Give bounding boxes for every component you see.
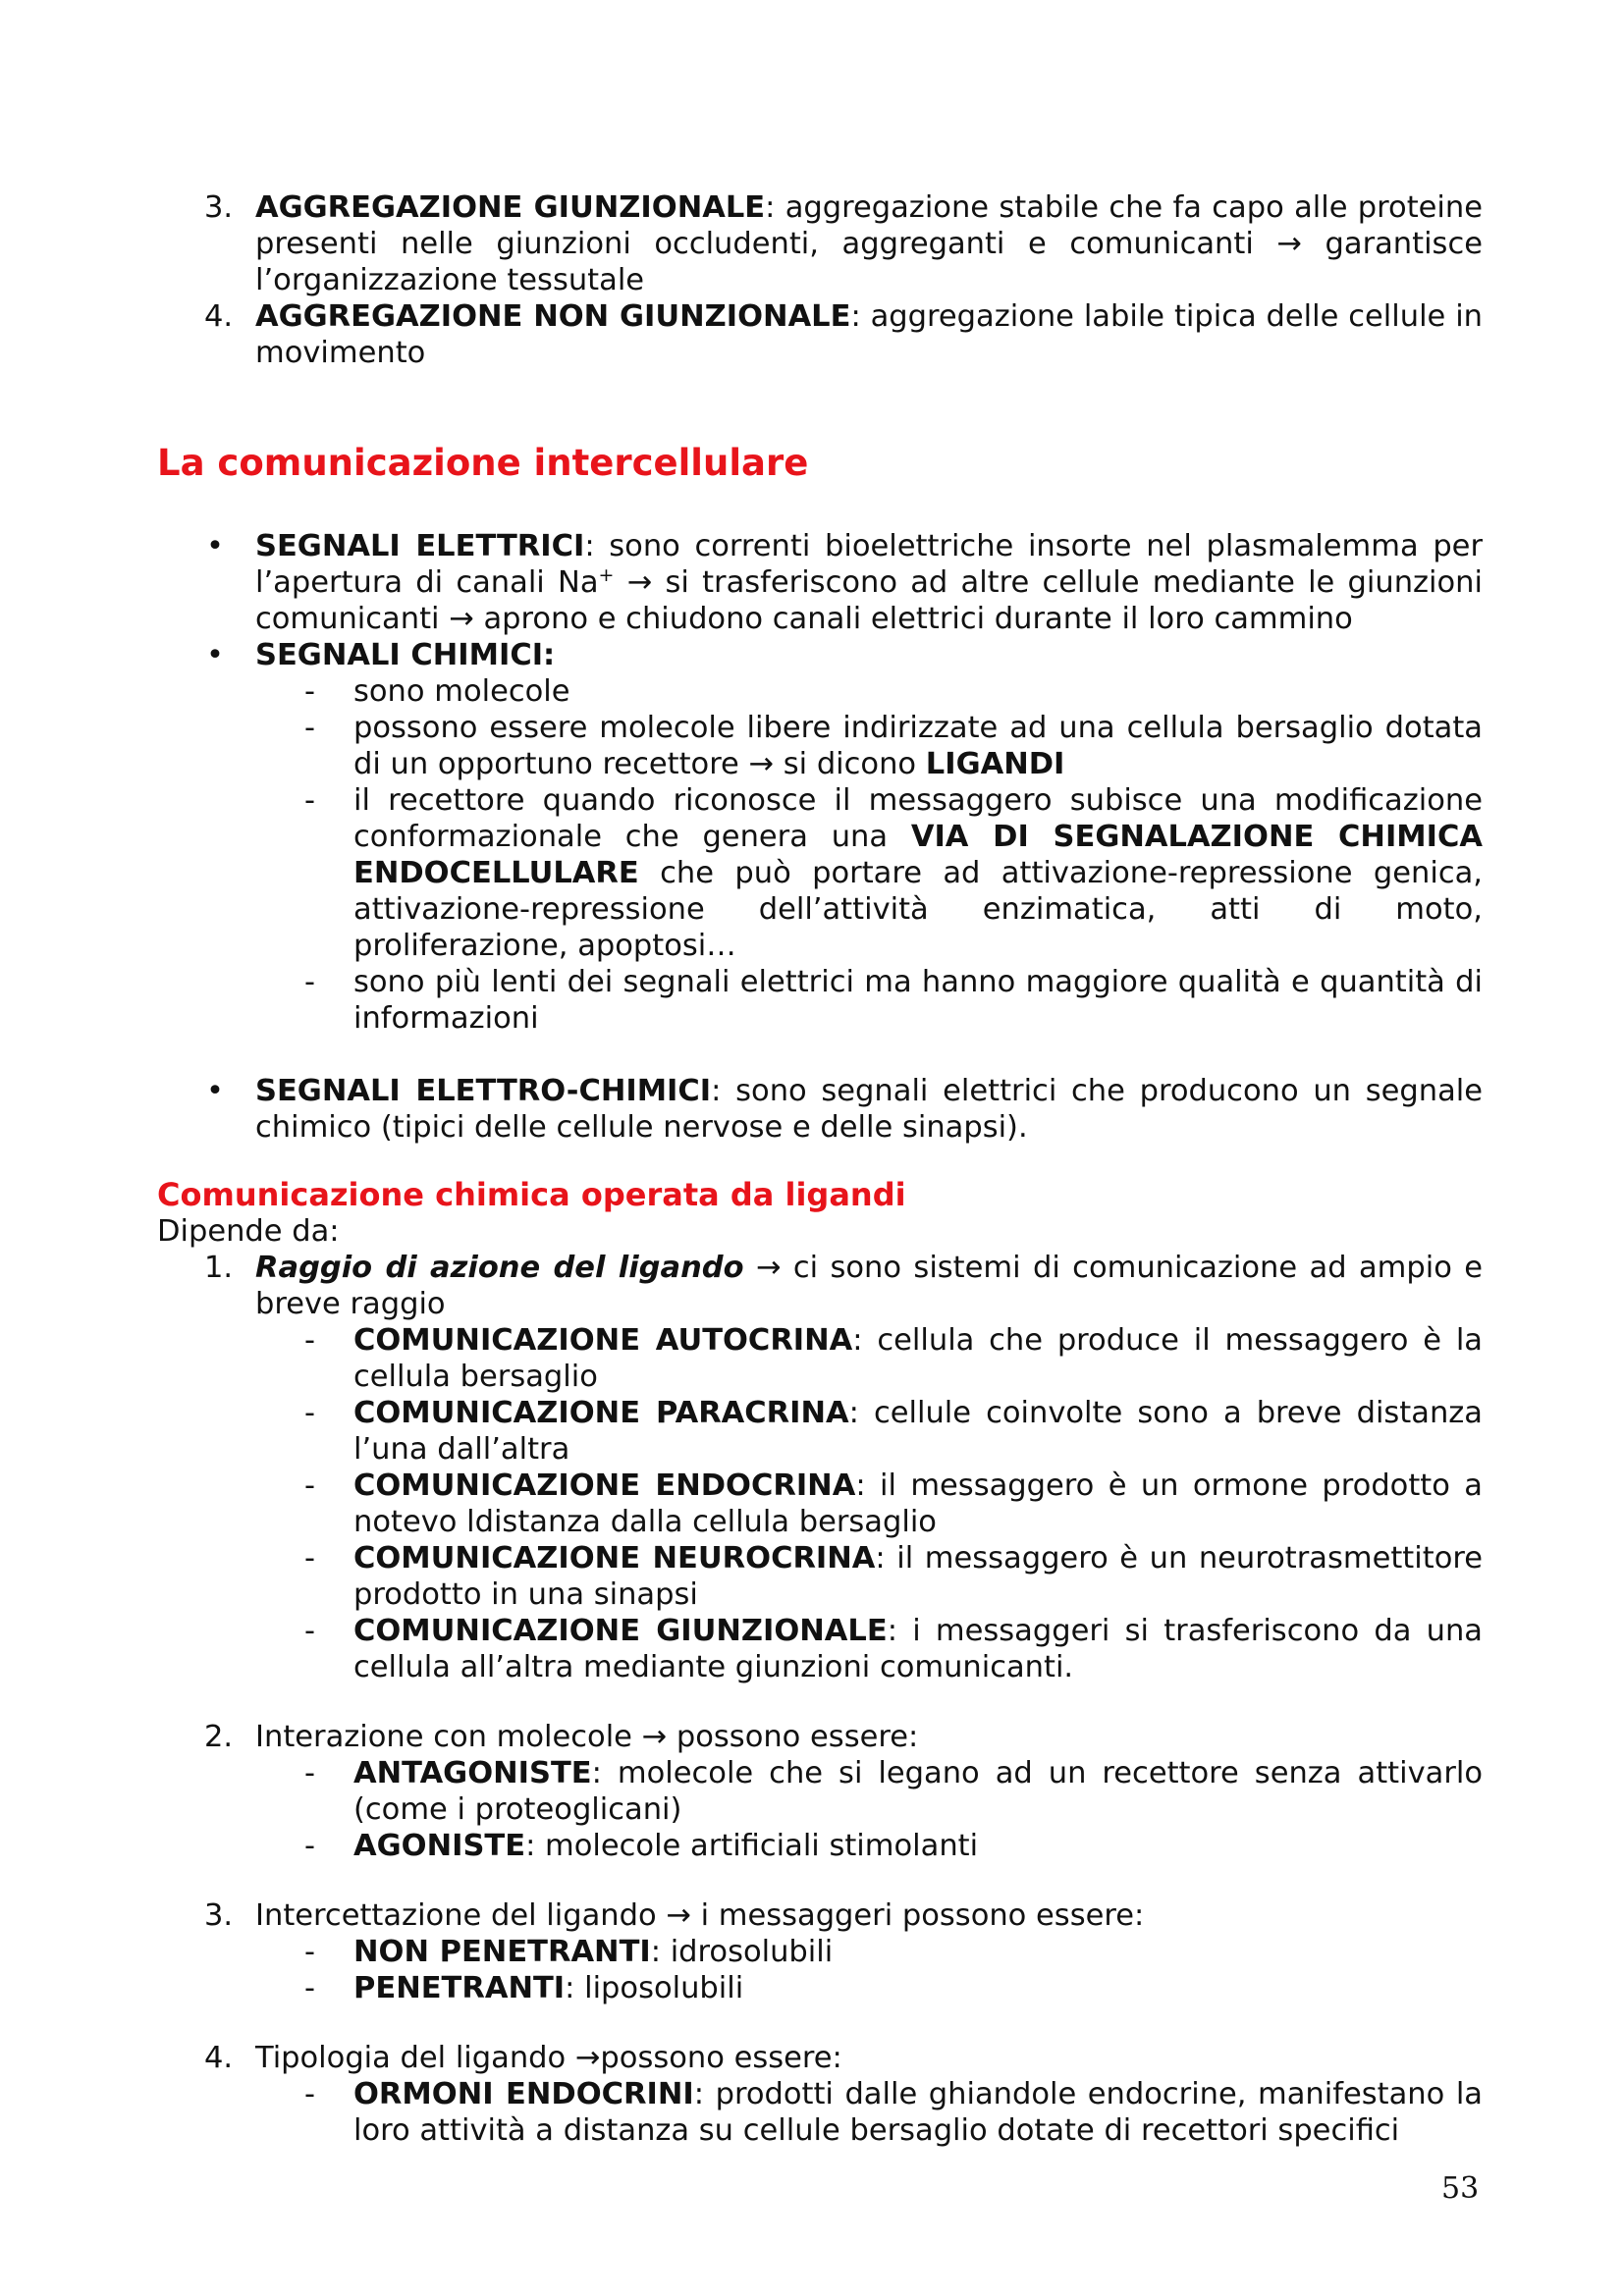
term: AGONISTE	[353, 1829, 526, 1863]
term: COMUNICAZIONE PARACRINA	[353, 1396, 849, 1430]
text: il recettore quando riconosce il messaggero subisce una modificazione conformazionale che genera una	[353, 783, 1483, 854]
definition: : cellula che produce il messaggero è la cellula bersaglio	[353, 1323, 1483, 1394]
term: SEGNALI ELETTRICI	[255, 529, 585, 563]
list-item	[204, 298, 1484, 371]
dash-item	[304, 673, 1483, 710]
list-number: 4.	[204, 2041, 234, 2075]
definition: : aggregazione labile tipica delle cellule in movimento	[255, 299, 1484, 370]
list-number: 1.	[204, 1251, 234, 1285]
list-number: 3.	[204, 190, 234, 225]
definition: : sono correnti bioelettriche insorte nel plasmalemma per l’apertura di canali Na	[255, 529, 1483, 600]
definition: : prodotti dalle ghiandole endocrine, manifestano la loro attività a distanza su cellule bersaglio dotate di recettori specifici	[353, 2077, 1483, 2148]
dash-icon: -	[304, 1756, 316, 1790]
term: NON PENETRANTI	[353, 1935, 651, 1969]
term: SEGNALI CHIMICI:	[255, 638, 556, 672]
section-heading: La comunicazione intercellulare	[157, 442, 809, 484]
term: COMUNICAZIONE ENDOCRINA	[353, 1468, 856, 1503]
list-item	[204, 1250, 1483, 1322]
text: sono più lenti dei segnali elettrici ma hanno maggiore qualità e quantità di informazioni	[353, 965, 1483, 1036]
definition: : il messaggero è un neurotrasmettitore prodotto in una sinapsi	[353, 1541, 1483, 1612]
definition: : i messaggeri si trasferiscono da una cellula all’altra mediante giunzioni comunicanti.	[353, 1614, 1483, 1684]
dash-item	[304, 1934, 1483, 1970]
term: VIA DI SEGNALAZIONE CHIMICA ENDOCELLULARE	[353, 820, 1483, 890]
dash-icon: -	[304, 1323, 316, 1358]
dash-item	[304, 1828, 1483, 1864]
dash-item	[304, 1395, 1483, 1468]
paragraph: Dipende da:	[157, 1214, 340, 1249]
text: Intercettazione del ligando → i messaggeri possono essere:	[255, 1898, 1145, 1933]
bullet-item	[206, 637, 1483, 673]
list-item	[204, 2040, 1483, 2076]
dash-icon: -	[304, 2077, 316, 2111]
term: Raggio di azione del ligando	[255, 1251, 744, 1285]
subsection-heading: Comunicazione chimica operata da ligandi	[157, 1176, 906, 1213]
dash-icon: -	[304, 1468, 316, 1503]
term: ORMONI ENDOCRINI	[353, 2077, 694, 2111]
bullet-item	[206, 528, 1483, 637]
page-number: 53	[1441, 2171, 1480, 2206]
definition: : idrosolubili	[650, 1935, 834, 1969]
dash-item	[304, 1970, 1483, 2006]
definition: : cellule coinvolte sono a breve distanza l’una dall’altra	[353, 1396, 1483, 1467]
bullet-icon: •	[206, 638, 224, 672]
term: COMUNICAZIONE AUTOCRINA	[353, 1323, 853, 1358]
list-item	[204, 1897, 1483, 1934]
term: ANTAGONISTE	[353, 1756, 592, 1790]
dash-icon: -	[304, 1541, 316, 1575]
term: COMUNICAZIONE NEUROCRINA	[353, 1541, 876, 1575]
dash-item	[304, 964, 1483, 1037]
list-number: 4.	[204, 299, 234, 334]
definition: : molecole che si legano ad un recettore senza attivarlo (come i proteoglicani)	[353, 1756, 1483, 1827]
dash-item	[304, 782, 1483, 964]
definition: : molecole artificiali stimolanti	[525, 1829, 979, 1863]
term: COMUNICAZIONE GIUNZIONALE	[353, 1614, 888, 1648]
dash-item	[304, 1468, 1483, 1540]
term: AGGREGAZIONE NON GIUNZIONALE	[255, 299, 851, 334]
list-item	[204, 1719, 1483, 1755]
definition: : liposolubili	[565, 1971, 744, 2005]
term: AGGREGAZIONE GIUNZIONALE	[255, 190, 766, 225]
term: SEGNALI ELETTRO-CHIMICI	[255, 1074, 712, 1108]
dash-item	[304, 710, 1483, 782]
dash-icon: -	[304, 1935, 316, 1969]
text: → ci sono sistemi di comunicazione ad ampio e breve raggio	[255, 1251, 1483, 1321]
dash-item	[304, 1540, 1483, 1613]
definition: : sono segnali elettrici che producono un segnale chimico (tipici delle cellule nervose e delle sinapsi).	[255, 1074, 1483, 1145]
dash-icon: -	[304, 711, 316, 745]
dash-item	[304, 1755, 1483, 1828]
definition: → si trasferiscono ad altre cellule mediante le giunzioni comunicanti → aprono e chiudono canali elettrici durante il loro cammino	[255, 565, 1483, 636]
page-content	[157, 189, 1483, 2149]
bullet-icon: •	[206, 529, 224, 563]
list-number: 3.	[204, 1898, 234, 1933]
dash-icon: -	[304, 965, 316, 999]
dash-item	[304, 1613, 1483, 1685]
dash-icon: -	[304, 1614, 316, 1648]
dash-icon: -	[304, 1829, 316, 1863]
list-number: 2.	[204, 1720, 234, 1754]
bullet-item	[206, 1073, 1483, 1146]
dash-item	[304, 1322, 1483, 1395]
dash-item	[304, 2076, 1483, 2149]
dash-icon: -	[304, 674, 316, 709]
definition: : aggregazione stabile che fa capo alle proteine presenti nelle giunzioni occludenti, aggreganti e comunicanti → garantisce l’organizzazione tessutale	[255, 190, 1483, 297]
term: PENETRANTI	[353, 1971, 566, 2005]
superscript: +	[598, 563, 615, 586]
text: Interazione con molecole → possono essere:	[255, 1720, 919, 1754]
text: possono essere molecole libere indirizzate ad una cellula bersaglio dotata di un opportuno recettore → si dicono	[353, 711, 1483, 781]
bullet-icon: •	[206, 1074, 224, 1108]
term: LIGANDI	[925, 747, 1065, 781]
dash-icon: -	[304, 1971, 316, 2005]
text: Tipologia del ligando →possono essere:	[255, 2041, 842, 2075]
list-item	[204, 189, 1483, 298]
dash-icon: -	[304, 783, 316, 818]
definition: : il messaggero è un ormone prodotto a notevo ldistanza dalla cellula bersaglio	[353, 1468, 1483, 1539]
text: che può portare ad attivazione-repressione genica, attivazione-repressione dell’attività enzimatica, atti di moto, proliferazione, apoptosi…	[353, 856, 1483, 963]
text: sono molecole	[353, 674, 570, 709]
dash-icon: -	[304, 1396, 316, 1430]
